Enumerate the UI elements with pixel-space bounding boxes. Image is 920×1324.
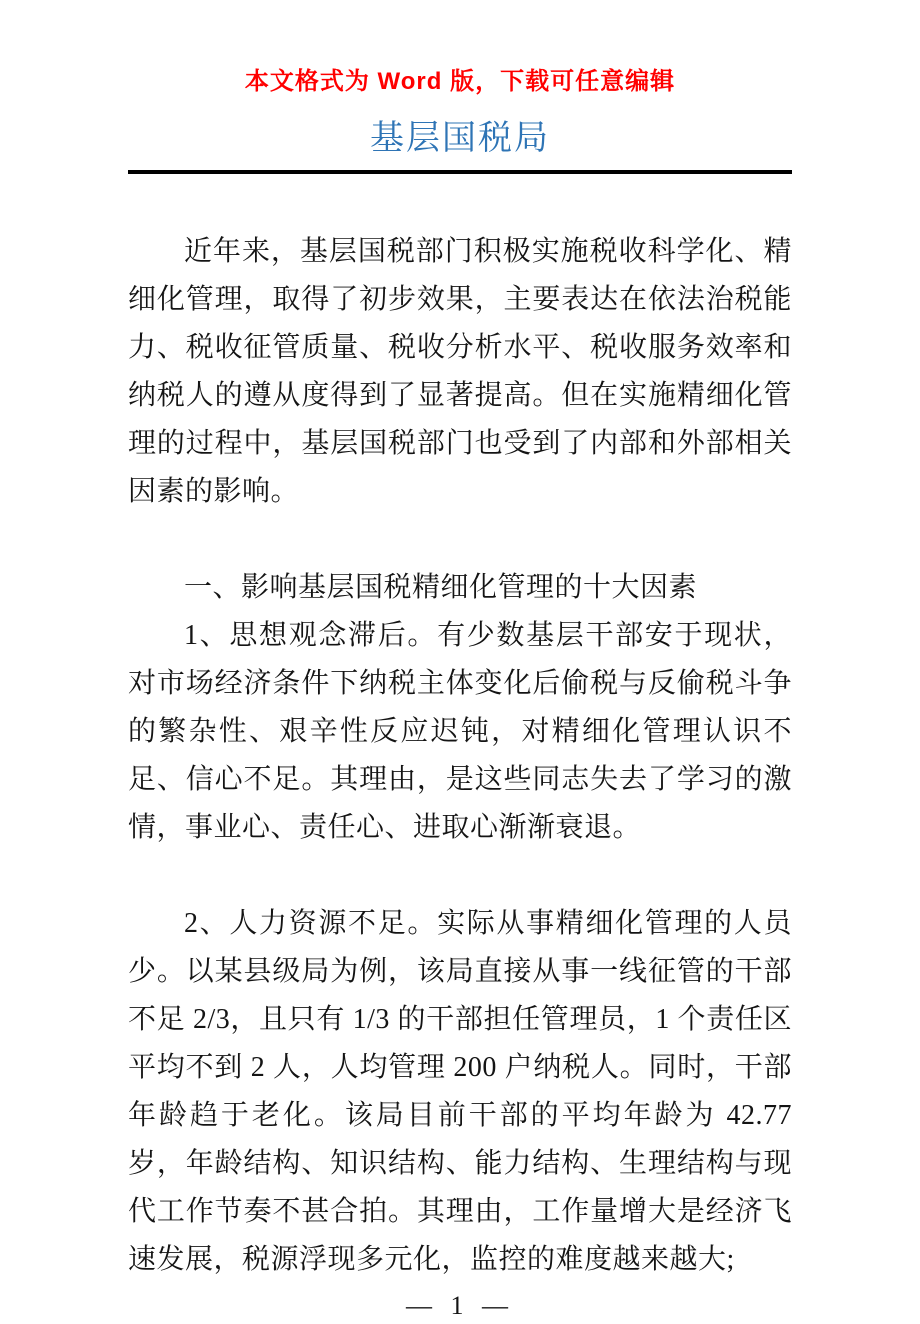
paragraph: 1、思想观念滞后。有少数基层干部安于现状，对市场经济条件下纳税主体变化后偷税与反偷税斗争的繁杂性、艰辛性反应迟钝，对精细化管理认识不足、信心不足。其理由，是这些同志失去了学习的激情，事业心、责任心、进取心渐渐衰退。 <box>128 620 792 843</box>
document-body <box>128 228 792 1284</box>
section-heading: 一、影响基层国税精细化管理的十大因素 <box>184 572 698 603</box>
paragraph: 2、人力资源不足。实际从事精细化管理的人员少。以某县级局为例，该局直接从事一线征管的干部不足 2/3，且只有 1/3 的干部担任管理员，1 个责任区平均不到 2 人，人均管理 200 户纳税人。同时，干部年龄趋于老化。该局目前干部的平均年龄为 42.77 岁，年龄结构、知识结构、能力结构、生理结构与现代工作节奏不甚合拍。其理由，工作量增大是经济飞速发展，税源浮现多元化，监控的难度越来越大; <box>128 908 792 1275</box>
format-notice: 本文格式为 Word 版，下载可任意编辑 <box>244 68 676 95</box>
document-title: 基层国税局 <box>370 120 550 157</box>
paragraph: 近年来，基层国税部门积极实施税收科学化、精细化管理，取得了初步效果，主要表达在依法治税能力、税收征管质量、税收分析水平、税收服务效率和纳税人的遵从度得到了显著提高。但在实施精细化管理的过程中，基层国税部门也受到了内部和外部相关因素的影响。 <box>128 236 792 507</box>
page-number: — 1 — <box>406 1291 514 1320</box>
title-divider <box>128 170 792 174</box>
